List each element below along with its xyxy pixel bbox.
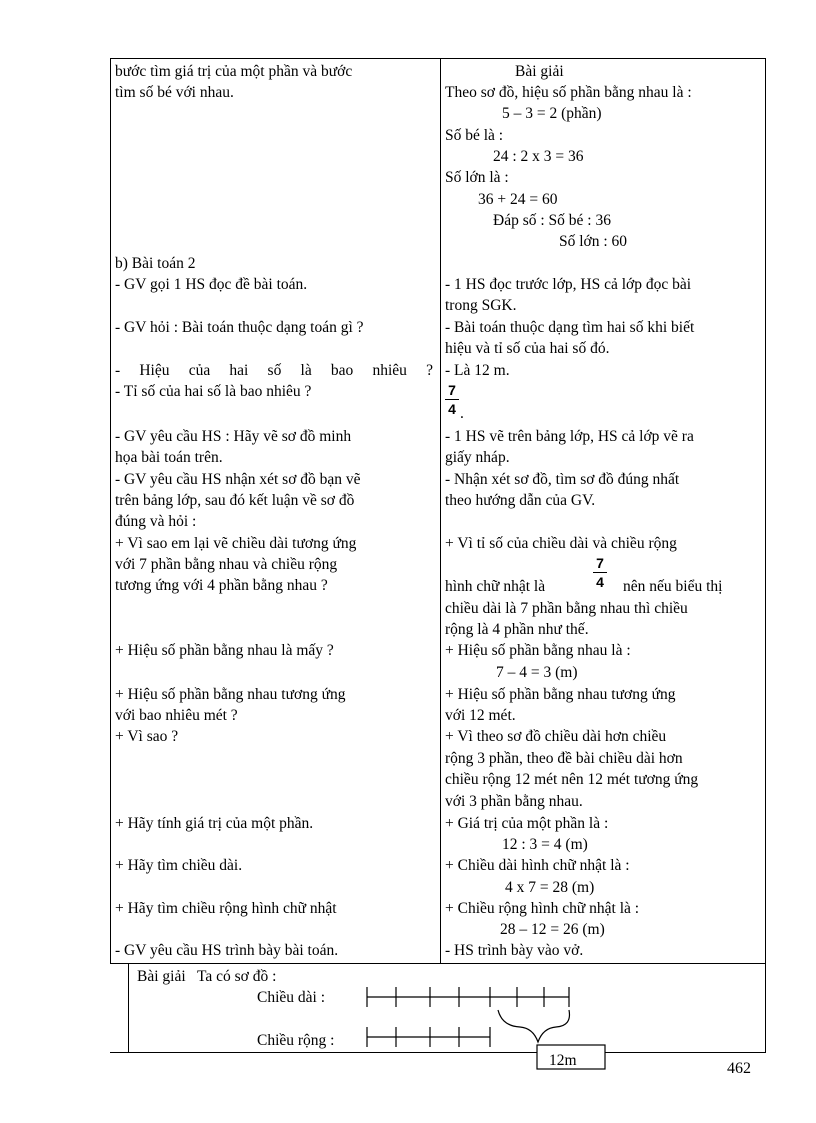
student-text: với 3 phần bằng nhau. [445, 793, 583, 810]
teacher-text: họa bài toán trên. [115, 449, 223, 466]
teacher-text: - Tỉ số của hai số là bao nhiêu ? [115, 383, 312, 400]
fraction-numerator: 7 [448, 382, 456, 398]
student-text: + Hiệu số phần bằng nhau là : [445, 642, 631, 659]
student-text: - HS trình bày vào vở. [445, 942, 584, 959]
student-text: + Chiều dài hình chữ nhật là : [445, 857, 630, 874]
teacher-text: + Hãy tính giá trị của một phần. [115, 815, 314, 832]
teacher-text: + Hiệu số phần bằng nhau là mấy ? [115, 642, 334, 659]
student-text: trong SGK. [445, 297, 517, 314]
calculation: 24 : 2 x 3 = 36 [493, 148, 584, 165]
page-number: 462 [727, 1060, 751, 1077]
calculation: 36 + 24 = 60 [478, 191, 558, 208]
student-text: Theo sơ đồ, hiệu số phần bằng nhau là : [445, 84, 692, 101]
teacher-text: - GV yêu cầu HS : Hãy vẽ sơ đồ minh [115, 428, 352, 445]
student-text: theo hướng dẫn của GV. [445, 492, 596, 509]
student-text: hình chữ nhật là [445, 578, 546, 595]
student-text: chiều rộng 12 mét nên 12 mét tương ứng [445, 771, 699, 788]
answer-line: Số lớn : 60 [559, 233, 628, 250]
width-label: Chiều rộng : [257, 1032, 335, 1049]
student-text: + Hiệu số phần bằng nhau tương ứng [445, 686, 676, 703]
punctuation: . [460, 405, 464, 422]
student-text: Số lớn là : [445, 169, 509, 186]
teacher-text: - GV gọi 1 HS đọc đề bài toán. [115, 276, 308, 293]
teacher-text: với bao nhiêu mét ? [115, 707, 238, 724]
student-text: nên nếu biểu thị [623, 578, 723, 595]
teacher-text: đúng và hỏi : [115, 513, 197, 530]
student-text: + Chiều rộng hình chữ nhật là : [445, 900, 640, 917]
teacher-text: - GV yêu cầu HS trình bày bài toán. [115, 942, 339, 959]
student-text: với 12 mét. [445, 707, 516, 724]
student-text: - 1 HS đọc trước lớp, HS cả lớp đọc bài [445, 276, 692, 293]
answer-line: Đáp số : Số bé : 36 [493, 212, 611, 229]
student-text: rộng là 4 phần như thế. [445, 621, 589, 638]
calculation: 28 – 12 = 26 (m) [500, 921, 605, 938]
difference-label: 12m [549, 1052, 577, 1069]
student-text: rộng 3 phần, theo đề bài chiều dài hơn [445, 750, 683, 767]
student-text: hiệu và tỉ số của hai số đó. [445, 340, 610, 357]
teacher-text: - GV hỏi : Bài toán thuộc dạng toán gì ? [115, 319, 364, 336]
student-text: giấy nháp. [445, 449, 510, 466]
student-text: - Bài toán thuộc dạng tìm hai số khi biết [445, 319, 695, 336]
fraction-denominator: 4 [448, 401, 456, 417]
teacher-text: + Vì sao em lại vẽ chiều dài tương ứng [115, 535, 357, 552]
teacher-text: + Hãy tìm chiều rộng hình chữ nhật [115, 900, 337, 917]
diagram-intro: Bài giải Ta có sơ đồ : [137, 968, 277, 985]
difference-brace [498, 1010, 569, 1042]
teacher-text: + Hãy tìm chiều dài. [115, 857, 243, 874]
teacher-text: + Hiệu số phần bằng nhau tương ứng [115, 686, 346, 703]
length-label: Chiều dài : [257, 989, 326, 1006]
teacher-text: - Hiệu của hai số là bao nhiêu ? [115, 362, 433, 379]
student-text: - Nhận xét sơ đồ, tìm sơ đồ đúng nhất [445, 471, 680, 488]
student-text: chiều dài là 7 phần bằng nhau thì chiều [445, 600, 688, 617]
calculation: 12 : 3 = 4 (m) [502, 836, 588, 853]
calculation: 4 x 7 = 28 (m) [505, 879, 595, 896]
fraction-numerator: 7 [596, 555, 604, 571]
student-text: + Vì tỉ số của chiều dài và chiều rộng [445, 535, 677, 552]
solution-title: Bài giải [515, 63, 564, 80]
teacher-text: bước tìm giá trị của một phần và bước [115, 63, 353, 80]
teacher-text: + Vì sao ? [115, 728, 179, 745]
fraction-denominator: 4 [596, 574, 604, 590]
section-heading: b) Bài toán 2 [115, 255, 196, 272]
student-text: - Là 12 m. [445, 362, 510, 379]
teacher-text: - GV yêu cầu HS nhận xét sơ đồ bạn vẽ [115, 471, 361, 488]
student-text: - 1 HS vẽ trên bảng lớp, HS cả lớp vẽ ra [445, 428, 694, 445]
calculation: 5 – 3 = 2 (phần) [502, 105, 602, 122]
student-text: + Giá trị của một phần là : [445, 815, 609, 832]
calculation: 7 – 4 = 3 (m) [496, 664, 578, 681]
student-text: + Vì theo sơ đồ chiều dài hơn chiều [445, 728, 667, 745]
student-text: Số bé là : [445, 127, 504, 144]
teacher-text: với 7 phần bằng nhau và chiều rộng [115, 556, 338, 573]
teacher-text: tương ứng với 4 phần bằng nhau ? [115, 577, 328, 594]
teacher-text: trên bảng lớp, sau đó kết luận về sơ đồ [115, 492, 355, 509]
teacher-text: tìm số bé với nhau. [115, 84, 234, 101]
